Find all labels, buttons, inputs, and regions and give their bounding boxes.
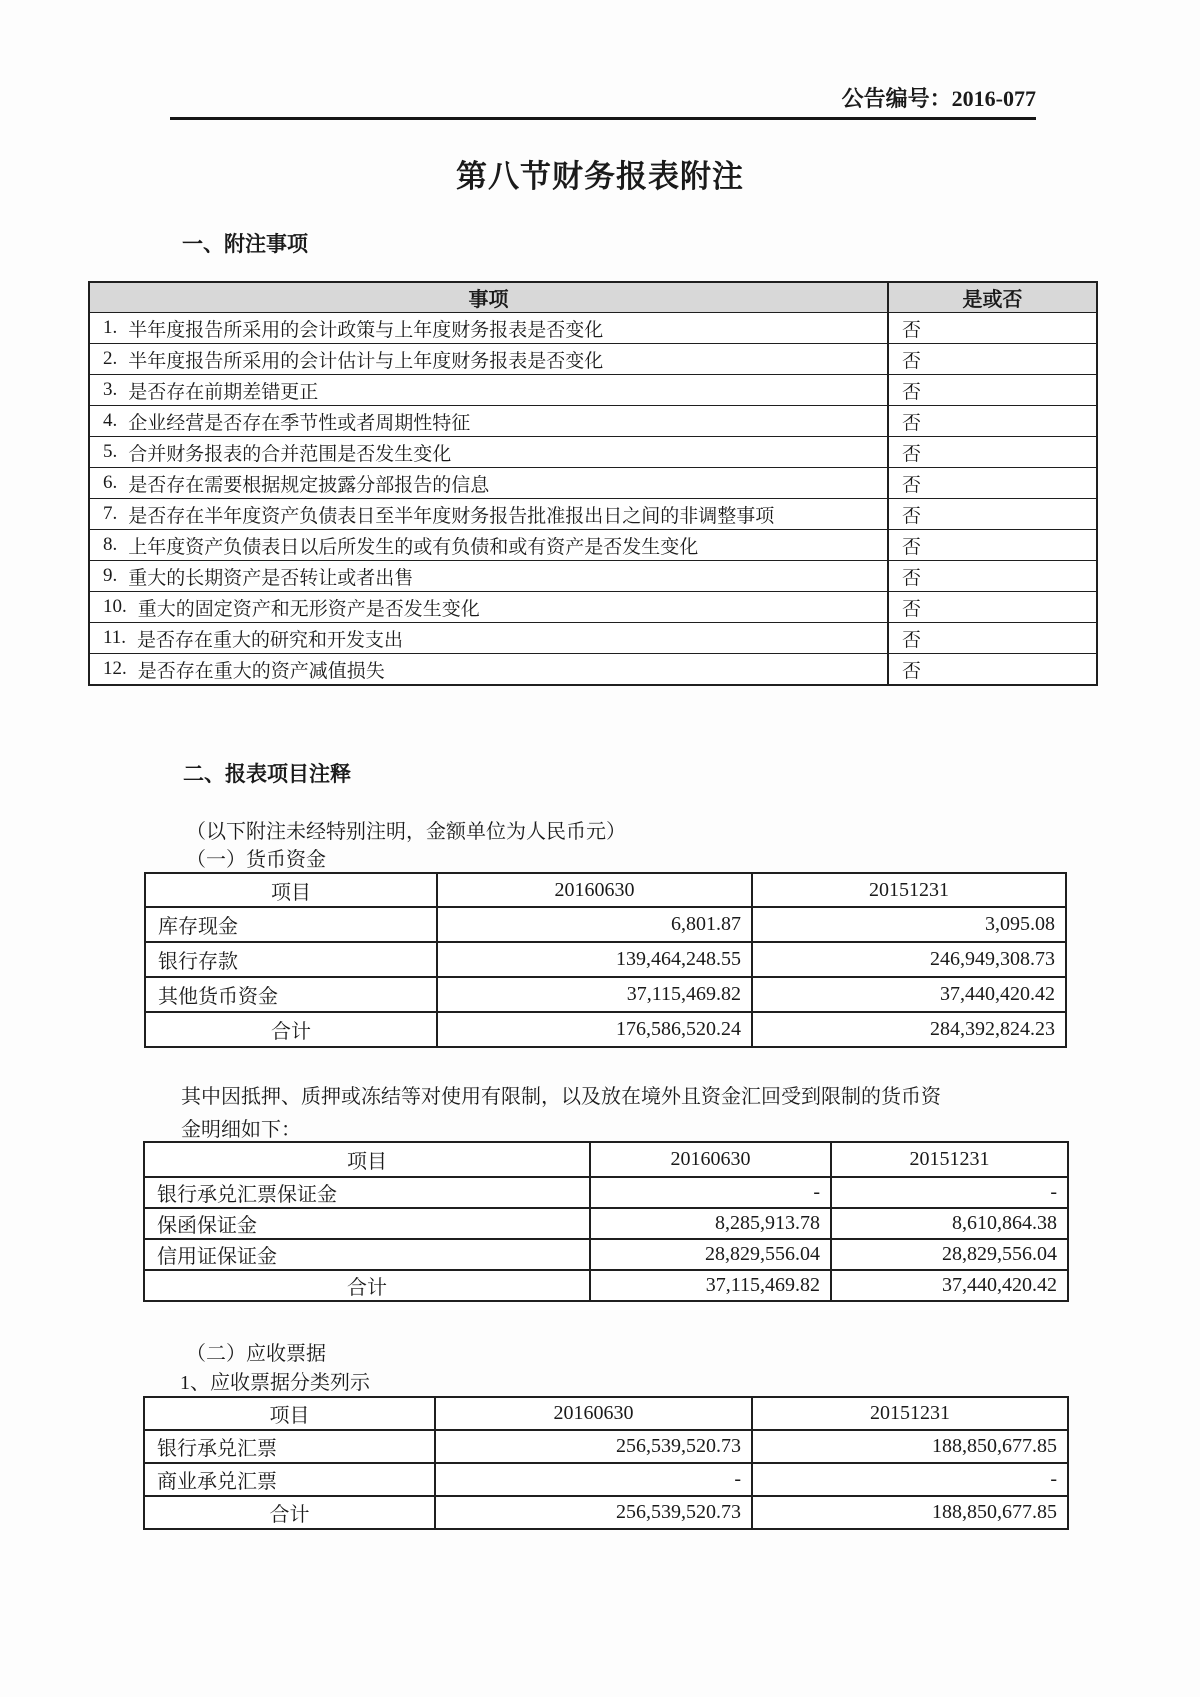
- item-cell: 银行承兑汇票: [157, 1438, 277, 1460]
- matter-text: 重大的固定资产和无形资产是否发生变化: [137, 598, 480, 620]
- notes-receivable-sub-heading: 1、应收票据分类列示: [180, 1372, 370, 1394]
- page-title: 第八节财务报表附注: [456, 159, 744, 194]
- column-header-item: 项目: [269, 1405, 310, 1427]
- item-cell: 银行承兑汇票保证金: [157, 1184, 337, 1206]
- matter-cell: [90, 344, 887, 374]
- header-rule: [170, 117, 1036, 120]
- restricted-funds-note-line2: 金明细如下：: [181, 1119, 301, 1141]
- table-row: [90, 591, 1096, 622]
- matter-cell: [90, 437, 887, 467]
- value-2016-cell: -: [434, 1464, 751, 1495]
- table-row: [90, 529, 1096, 560]
- table-row: [90, 622, 1096, 653]
- answer-cell: 否: [887, 468, 1096, 498]
- value-2015-cell: 246,949,308.73: [751, 943, 1065, 976]
- row-number: 4.: [103, 410, 118, 431]
- table-row: [146, 906, 1065, 941]
- matter-text: 合并财务报表的合并范围是否发生变化: [128, 443, 452, 465]
- answer-cell: 否: [887, 561, 1096, 591]
- value-2015-cell: 28,829,556.04: [830, 1240, 1067, 1269]
- matter-text: 企业经营是否存在季节性或者周期性特征: [128, 412, 471, 434]
- table-row: [90, 343, 1096, 374]
- table-row: [145, 1429, 1067, 1462]
- table-row: [90, 498, 1096, 529]
- answer-cell: 否: [887, 654, 1096, 684]
- table-row: [145, 1176, 1067, 1207]
- restricted-funds-table: [143, 1141, 1069, 1302]
- table-header-row: [145, 1143, 1067, 1176]
- matter-cell: [90, 468, 887, 498]
- column-header-20151231: 20151231: [751, 1398, 1067, 1429]
- row-number: 7.: [103, 503, 118, 524]
- answer-cell: 否: [887, 623, 1096, 653]
- total-row: [146, 1011, 1065, 1046]
- matter-cell: [90, 375, 887, 405]
- row-number: 1.: [103, 317, 118, 338]
- item-cell: 商业承兑汇票: [157, 1471, 277, 1493]
- matter-text: 是否存在前期差错更正: [128, 381, 319, 403]
- value-2015-cell: 284,392,824.23: [751, 1013, 1065, 1046]
- value-2015-cell: -: [751, 1464, 1067, 1495]
- row-number: 2.: [103, 348, 118, 369]
- restricted-funds-note-line1: 其中因抵押、质押或冻结等对使用有限制，以及放在境外且资金汇回受到限制的货币资: [181, 1086, 941, 1108]
- answer-cell: 否: [887, 375, 1096, 405]
- column-header-matter: 事项: [468, 289, 509, 311]
- table-row: [145, 1207, 1067, 1238]
- notes-receivable-heading: （二）应收票据: [186, 1343, 326, 1365]
- column-header-20160630: 20160630: [589, 1143, 830, 1176]
- value-2015-cell: 3,095.08: [751, 908, 1065, 941]
- row-number: 5.: [103, 441, 118, 462]
- matter-cell: [90, 313, 887, 343]
- table-row: [90, 405, 1096, 436]
- section-2-heading: 二、报表项目注释: [183, 762, 351, 786]
- value-2016-cell: 37,115,469.82: [436, 978, 751, 1011]
- total-row: [145, 1495, 1067, 1528]
- item-cell: 信用证保证金: [157, 1246, 277, 1268]
- matter-cell: [90, 406, 887, 436]
- value-2015-cell: 188,850,677.85: [751, 1431, 1067, 1462]
- matter-text: 是否存在重大的资产减值损失: [137, 660, 385, 682]
- value-2016-cell: 256,539,520.73: [434, 1431, 751, 1462]
- row-number: 11.: [103, 627, 127, 648]
- value-2016-cell: 37,115,469.82: [589, 1271, 830, 1300]
- table-row: [90, 436, 1096, 467]
- table-row: [90, 374, 1096, 405]
- answer-cell: 否: [887, 313, 1096, 343]
- matter-cell: [90, 499, 887, 529]
- table-row: [146, 976, 1065, 1011]
- column-header-20151231: 20151231: [830, 1143, 1067, 1176]
- table-row: [145, 1462, 1067, 1495]
- value-2015-cell: 37,440,420.42: [830, 1271, 1067, 1300]
- column-header-item: 项目: [347, 1151, 387, 1173]
- matter-text: 半年度报告所采用的会计政策与上年度财务报表是否变化: [128, 319, 604, 341]
- row-number: 10.: [103, 596, 127, 617]
- answer-cell: 否: [887, 437, 1096, 467]
- matter-text: 是否存在需要根据规定披露分部报告的信息: [128, 474, 490, 496]
- answer-cell: 否: [887, 530, 1096, 560]
- value-2016-cell: 176,586,520.24: [436, 1013, 751, 1046]
- item-cell: 合计: [269, 1504, 310, 1526]
- matter-cell: [90, 654, 887, 684]
- item-cell: 保函保证金: [157, 1215, 257, 1237]
- table-row: [145, 1238, 1067, 1269]
- row-number: 12.: [103, 658, 127, 679]
- table-row: [90, 312, 1096, 343]
- matter-cell: [90, 561, 887, 591]
- value-2016-cell: 6,801.87: [436, 908, 751, 941]
- value-2015-cell: -: [830, 1178, 1067, 1207]
- matter-cell: [90, 592, 887, 622]
- answer-cell: 否: [887, 406, 1096, 436]
- column-header-20160630: 20160630: [436, 874, 751, 906]
- value-2016-cell: 28,829,556.04: [589, 1240, 830, 1269]
- answer-cell: 否: [887, 592, 1096, 622]
- table-header-row: [146, 874, 1065, 906]
- table-row: [90, 467, 1096, 498]
- notice-number: 公告编号：2016-077: [841, 86, 1036, 111]
- row-number: 8.: [103, 534, 118, 555]
- value-2016-cell: 8,285,913.78: [589, 1209, 830, 1238]
- matter-text: 半年度报告所采用的会计估计与上年度财务报表是否变化: [128, 350, 604, 372]
- matter-text: 是否存在半年度资产负债表日至半年度财务报告批准报出日之间的非调整事项: [128, 505, 775, 527]
- table-row: [90, 653, 1096, 684]
- matter-cell: [90, 623, 887, 653]
- total-row: [145, 1269, 1067, 1300]
- answer-cell: 否: [887, 499, 1096, 529]
- table-header-row: [90, 283, 1096, 312]
- column-header-yes-no: 是或否: [887, 283, 1096, 312]
- matter-text: 上年度资产负债表日以后所发生的或有负债和或有资产是否发生变化: [128, 536, 699, 558]
- table-header-row: [145, 1398, 1067, 1429]
- column-header-20160630: 20160630: [434, 1398, 751, 1429]
- item-cell: 合计: [347, 1277, 387, 1299]
- value-2015-cell: 188,850,677.85: [751, 1497, 1067, 1528]
- item-cell: 合计: [271, 1021, 311, 1043]
- notes-receivable-table: [143, 1396, 1069, 1530]
- unit-note: （以下附注未经特别注明，金额单位为人民币元）: [186, 821, 626, 843]
- row-number: 6.: [103, 472, 118, 493]
- answer-cell: 否: [887, 344, 1096, 374]
- value-2015-cell: 37,440,420.42: [751, 978, 1065, 1011]
- value-2016-cell: -: [589, 1178, 830, 1207]
- table-row: [90, 560, 1096, 591]
- column-header-20151231: 20151231: [751, 874, 1065, 906]
- table-row: [146, 941, 1065, 976]
- matter-text: 是否存在重大的研究和开发支出: [137, 629, 404, 651]
- value-2016-cell: 256,539,520.73: [434, 1497, 751, 1528]
- column-header-item: 项目: [271, 881, 311, 904]
- matter-text: 重大的长期资产是否转让或者出售: [128, 567, 414, 589]
- monetary-funds-table: [144, 872, 1067, 1048]
- value-2015-cell: 8,610,864.38: [830, 1209, 1067, 1238]
- item-cell: 库存现金: [158, 916, 238, 938]
- matter-cell: [90, 530, 887, 560]
- row-number: 9.: [103, 565, 118, 586]
- section-1-heading: 一、附注事项: [182, 232, 308, 256]
- monetary-funds-heading: （一）货币资金: [186, 849, 326, 871]
- item-cell: 其他货币资金: [158, 986, 278, 1008]
- notes-matters-table: [88, 281, 1098, 686]
- row-number: 3.: [103, 379, 118, 400]
- restricted-funds-note: [181, 1081, 1051, 1147]
- item-cell: 银行存款: [158, 951, 238, 973]
- value-2016-cell: 139,464,248.55: [436, 943, 751, 976]
